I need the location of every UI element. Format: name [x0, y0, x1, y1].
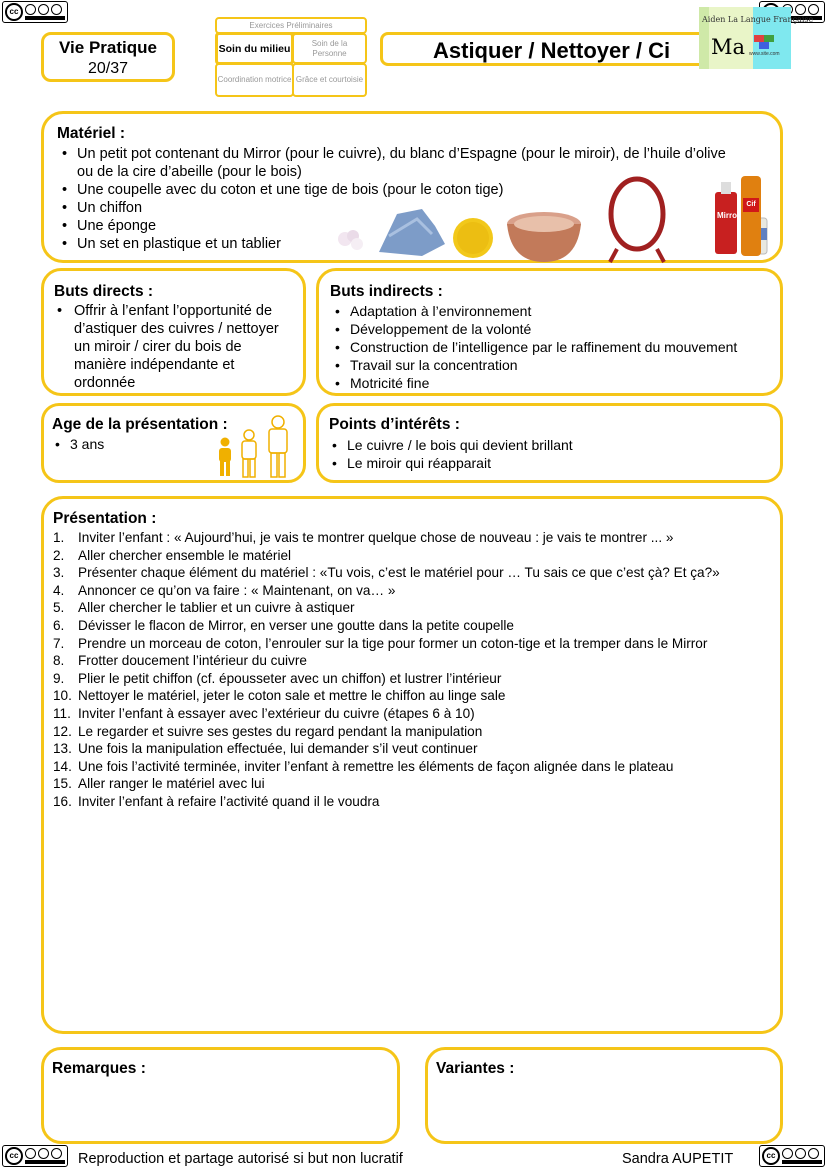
list-item: 9. Plier le petit chiffon (cf. épousseter avec un chiffon) et lustrer l’intérieur: [53, 670, 502, 686]
cc-logo-icon: cc: [5, 1147, 23, 1165]
mirror-bottle-image: [715, 182, 740, 254]
presentation-box: [41, 496, 783, 1034]
nav-soin-du-milieu[interactable]: Soin du milieu: [215, 32, 294, 65]
sponge-image: [453, 218, 493, 258]
age-box: [41, 403, 306, 483]
points-box: [316, 403, 783, 483]
cotton-image: [338, 230, 363, 250]
list-item: 6. Dévisser le flacon de Mirror, en verser une goutte dans la petite coupelle: [53, 617, 514, 633]
cif-spray-image: Cif: [741, 176, 761, 256]
variantes-box: [425, 1047, 783, 1144]
list-item: • Un set en plastique et un tablier: [57, 235, 767, 253]
list-item: 15. Aller ranger le matériel avec lui: [53, 776, 265, 792]
list-item: • Le cuivre / le bois qui devient brillant: [327, 436, 767, 454]
author-name: Sandra AUPETIT: [622, 1151, 734, 1167]
list-item: 5. Aller chercher le tablier et un cuivre à astiquer: [53, 600, 355, 616]
list-item: • Le miroir qui réapparait: [327, 454, 767, 472]
materiel-box: [41, 111, 783, 263]
list-item: • Une éponge: [57, 217, 767, 235]
list-item: • Travail sur la concentration: [330, 356, 780, 374]
mirror-image: [610, 179, 664, 262]
points-list: [327, 436, 767, 472]
age-list: [50, 435, 200, 453]
section-name: Vie Pratique: [59, 38, 157, 57]
list-item: 12. Le regarder et suivre ses gestes du regard pendant la manipulation: [53, 723, 483, 739]
list-item: • Adaptation à l’environnement: [330, 302, 780, 320]
list-item: • Un chiffon: [57, 199, 767, 217]
list-item: 7. Prendre un morceau de coton, l’enrouler sur la tige pour former un coton-tige et la tremper dans le Mirror: [53, 635, 708, 651]
buts-indirects-list: [330, 302, 780, 392]
list-item: 11. Inviter l’enfant à essayer avec l’extérieur du cuivre (étapes 6 à 10): [53, 705, 475, 721]
cc-logo-icon: cc: [762, 1147, 780, 1165]
license-text: Reproduction et partage autorisé si but non lucratif: [78, 1151, 403, 1167]
list-item: • Construction de l’intelligence par le raffinement du mouvement: [330, 338, 780, 356]
buts-indirects-title: Buts indirects :: [330, 283, 443, 300]
cc-license-badge: [2, 1145, 68, 1167]
cc-license-badge: [2, 1, 68, 23]
cloth-image: [379, 209, 445, 256]
buts-indirects-box: [316, 268, 783, 396]
age-title: Age de la présentation :: [52, 416, 228, 433]
nav-grace-et-courtoisie[interactable]: Grâce et courtoisie: [292, 63, 367, 97]
list-item: • Une coupelle avec du coton et une tige de bois (pour le coton tige): [57, 181, 767, 199]
list-item: • Un petit pot contenant du Mirror (pour le cuivre), du blanc d’Espagne (pour le miroir), de l’huile d’olive: [57, 145, 767, 163]
cc-logo-icon: cc: [5, 3, 23, 21]
list-item: 16. Inviter l’enfant à refaire l’activité quand il le voudra: [53, 793, 380, 809]
svg-text:Mirror: Mirror: [717, 211, 741, 220]
presentation-steps: [53, 529, 783, 811]
nav-soin-de-la-personne[interactable]: Soin de la Personne: [292, 33, 367, 64]
buts-directs-title: Buts directs :: [54, 283, 154, 300]
list-item: • 3 ans: [50, 435, 200, 453]
list-item: • Développement de la volonté: [330, 320, 780, 338]
list-item: 1. Inviter l’enfant : « Aujourd’hui, je vais te montrer quelque chose de nouveau : je vais te montrer ... »: [53, 530, 674, 545]
copper-bowl-image: [507, 212, 581, 262]
list-item: 10. Nettoyer le matériel, jeter le coton sale et mettre le chiffon au linge sale: [53, 688, 506, 704]
materiel-title: Matériel :: [57, 125, 126, 142]
materiel-photos: [327, 174, 767, 262]
list-item: 3. Présenter chaque élément du matériel : «Tu vois, c’est le matériel pour … Tu sais ce que c’est çà? Et ça?»: [53, 565, 720, 581]
nav-exercices-preliminaires[interactable]: Exercices Préliminaires: [215, 17, 367, 34]
nav-coordination-motrice[interactable]: Coordination motrice: [215, 63, 294, 97]
list-item: • Motricité fine: [330, 374, 780, 392]
buts-directs-text: • Offrir à l’enfant l’opportunité de d’astiquer des cuivres / nettoyer un miroir / cirer du bois de manière indépendante et ordonnée: [57, 303, 279, 391]
children-icon: [212, 410, 297, 480]
list-item: 2. Aller chercher ensemble le matériel: [53, 547, 292, 563]
brand-logo: Aiden La Langue Française Ma www.site.com: [699, 7, 791, 69]
page-title: Astiquer / Nettoyer / Ci: [433, 38, 671, 63]
list-item: ou de la cire d’abeille (pour le bois): [77, 164, 302, 180]
remarques-title: Remarques :: [52, 1060, 146, 1077]
list-item: 13. Une fois la manipulation effectuée, lui demander s’il veut continuer: [53, 741, 478, 757]
list-item: 14. Une fois l’activité terminée, inviter l’enfant à remettre les éléments de façon alignée dans le plateau: [53, 758, 674, 774]
page-number: 20/37: [87, 60, 129, 77]
buts-directs-box: [41, 268, 306, 396]
variantes-title: Variantes :: [436, 1060, 515, 1077]
cc-license-badge: [759, 1145, 825, 1167]
points-title: Points d’intérêts :: [329, 416, 460, 433]
list-item: 4. Annoncer ce qu’on va faire : « Maintenant, on va… »: [53, 582, 396, 598]
remarques-box: [41, 1047, 400, 1144]
list-item: 8. Frotter doucement l’intérieur du cuivre: [53, 653, 307, 669]
presentation-title: Présentation :: [53, 510, 157, 527]
section-box: [41, 32, 175, 82]
